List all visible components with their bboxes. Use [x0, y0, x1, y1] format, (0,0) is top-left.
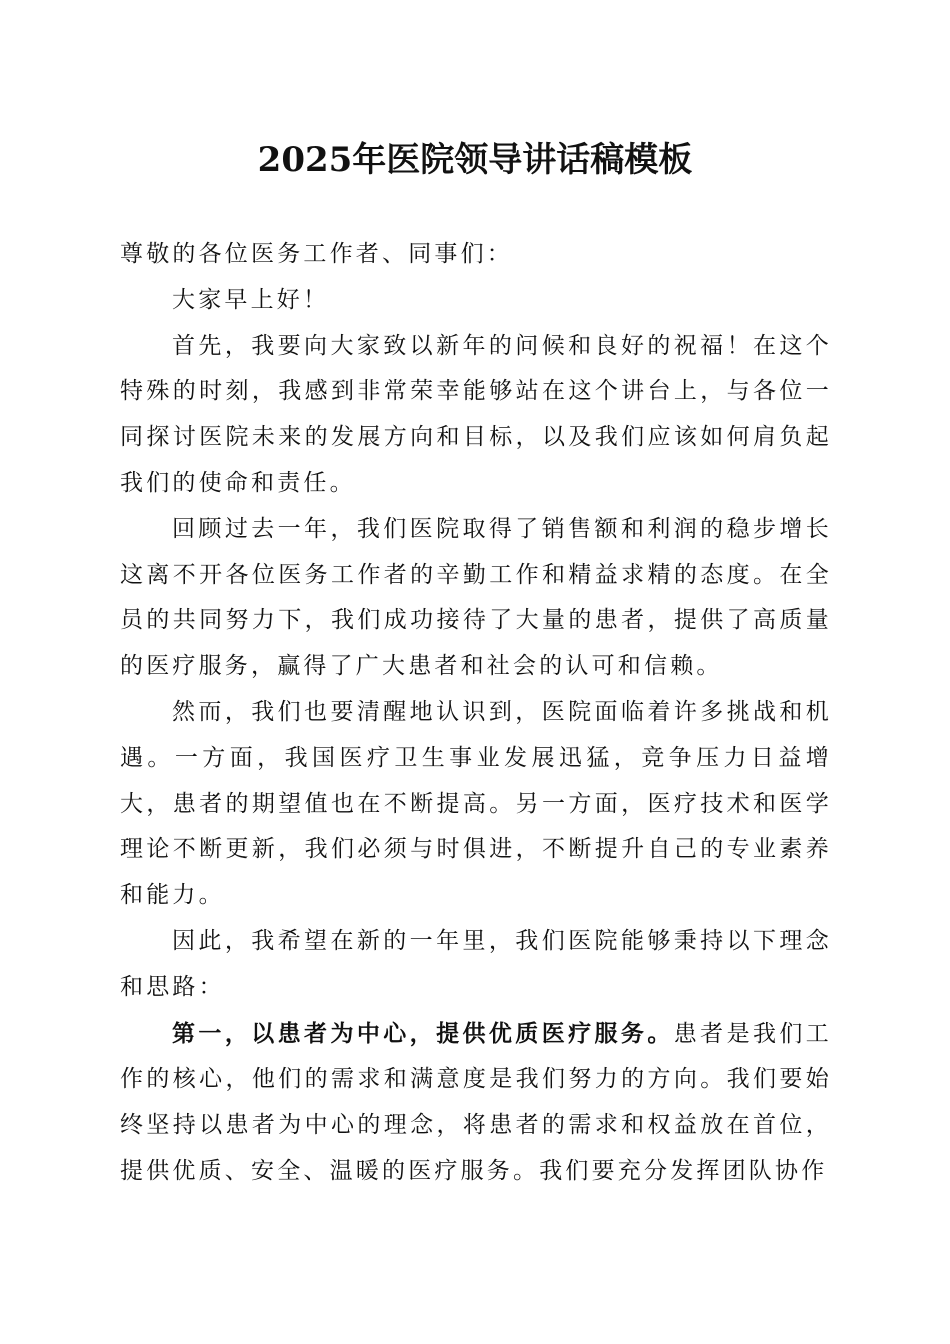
point-one-text: 患者是我们工作的核心，他们的需求和满意度是我们努力的方向。我们要始终坚持以患者为中心的理念，将患者的需求和权益放在首位，提供优质、安全、温暖的医疗服务。我们要充分发挥团队协作 [120, 1020, 832, 1184]
salutation: 尊敬的各位医务工作者、同事们： [120, 241, 513, 267]
paragraph-principles-intro: 因此，我希望在新的一年里，我们医院能够秉持以下理念和思路： [120, 927, 832, 1000]
paragraph-opening: 首先，我要向大家致以新年的问候和良好的祝福！在这个特殊的时刻，我感到非常荣幸能够站在这个讲台上，与各位一同探讨医院未来的发展方向和目标，以及我们应该如何肩负起我们的使命和责任。 [120, 332, 832, 496]
paragraph-review: 回顾过去一年，我们医院取得了销售额和利润的稳步增长这离不开各位医务工作者的辛勤工作和精益求精的态度。在全员的共同努力下，我们成功接待了大量的患者，提供了高质量的医疗服务，赢得了广大患者和社会的认可和信赖。 [120, 515, 832, 680]
document-title: 2025年医院领导讲话稿模板 [257, 140, 693, 180]
document-body [120, 232, 832, 1195]
paragraph-point-one [120, 1011, 832, 1195]
point-one-lead: 第一，以患者为中心，提供优质医疗服务。 [172, 1019, 674, 1047]
paragraph-greeting: 大家早上好！ [172, 286, 330, 313]
paragraph-challenges: 然而，我们也要清醒地认识到，医院面临着许多挑战和机遇。一方面，我国医疗卫生事业发展迅猛，竞争压力日益增大，患者的期望值也在不断提高。另一方面，医疗技术和医学理论不断更新，我们必须与时俱进，不断提升自己的专业素养和能力。 [120, 698, 832, 909]
